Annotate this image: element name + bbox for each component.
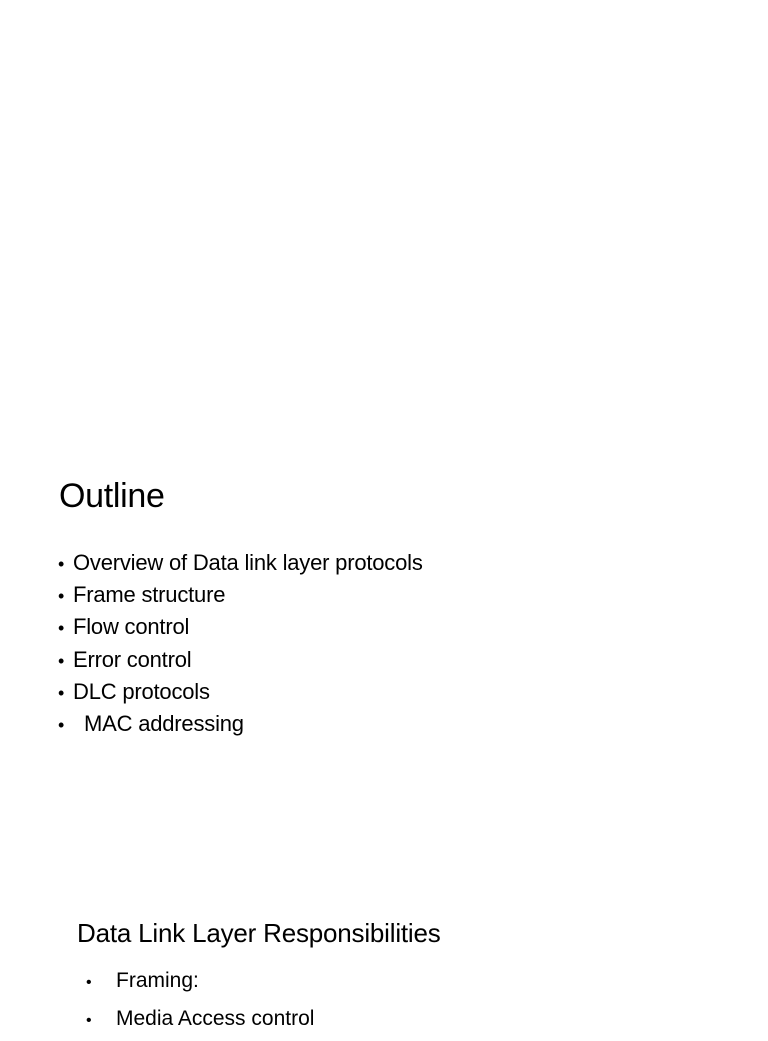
- list-item: [86, 1003, 314, 1041]
- bullet-icon: •: [58, 650, 65, 671]
- list-item-text: Framing:: [116, 969, 199, 992]
- list-item-text: Media Access control: [116, 1007, 315, 1030]
- bullet-icon: •: [58, 682, 65, 703]
- bullet-icon: •: [86, 974, 92, 991]
- list-item: [58, 644, 423, 676]
- bullet-icon: •: [58, 586, 65, 607]
- list-item-text: Frame structure: [73, 582, 226, 608]
- bullet-icon: •: [58, 554, 65, 574]
- list-item: [58, 579, 423, 611]
- outline-list: [58, 547, 423, 740]
- list-item-text: Flow control: [73, 614, 190, 640]
- bullet-icon: •: [58, 714, 65, 735]
- list-item: [58, 708, 423, 740]
- outline-title: Outline: [59, 477, 165, 515]
- list-item: [58, 611, 423, 643]
- list-item: [86, 965, 314, 1003]
- list-item-text: DLC protocols: [73, 678, 210, 704]
- list-item-text: Overview of Data link layer protocols: [73, 550, 423, 575]
- list-item-text: MAC addressing: [84, 710, 244, 736]
- list-item: [58, 676, 423, 708]
- list-item-text: Error control: [73, 646, 192, 672]
- bullet-icon: •: [58, 618, 65, 639]
- list-item: [58, 547, 423, 579]
- responsibilities-slide: [0, 880, 768, 1030]
- responsibilities-title: Data Link Layer Responsibilities: [77, 918, 441, 948]
- responsibilities-list: [86, 965, 314, 1041]
- bullet-icon: •: [86, 1012, 92, 1029]
